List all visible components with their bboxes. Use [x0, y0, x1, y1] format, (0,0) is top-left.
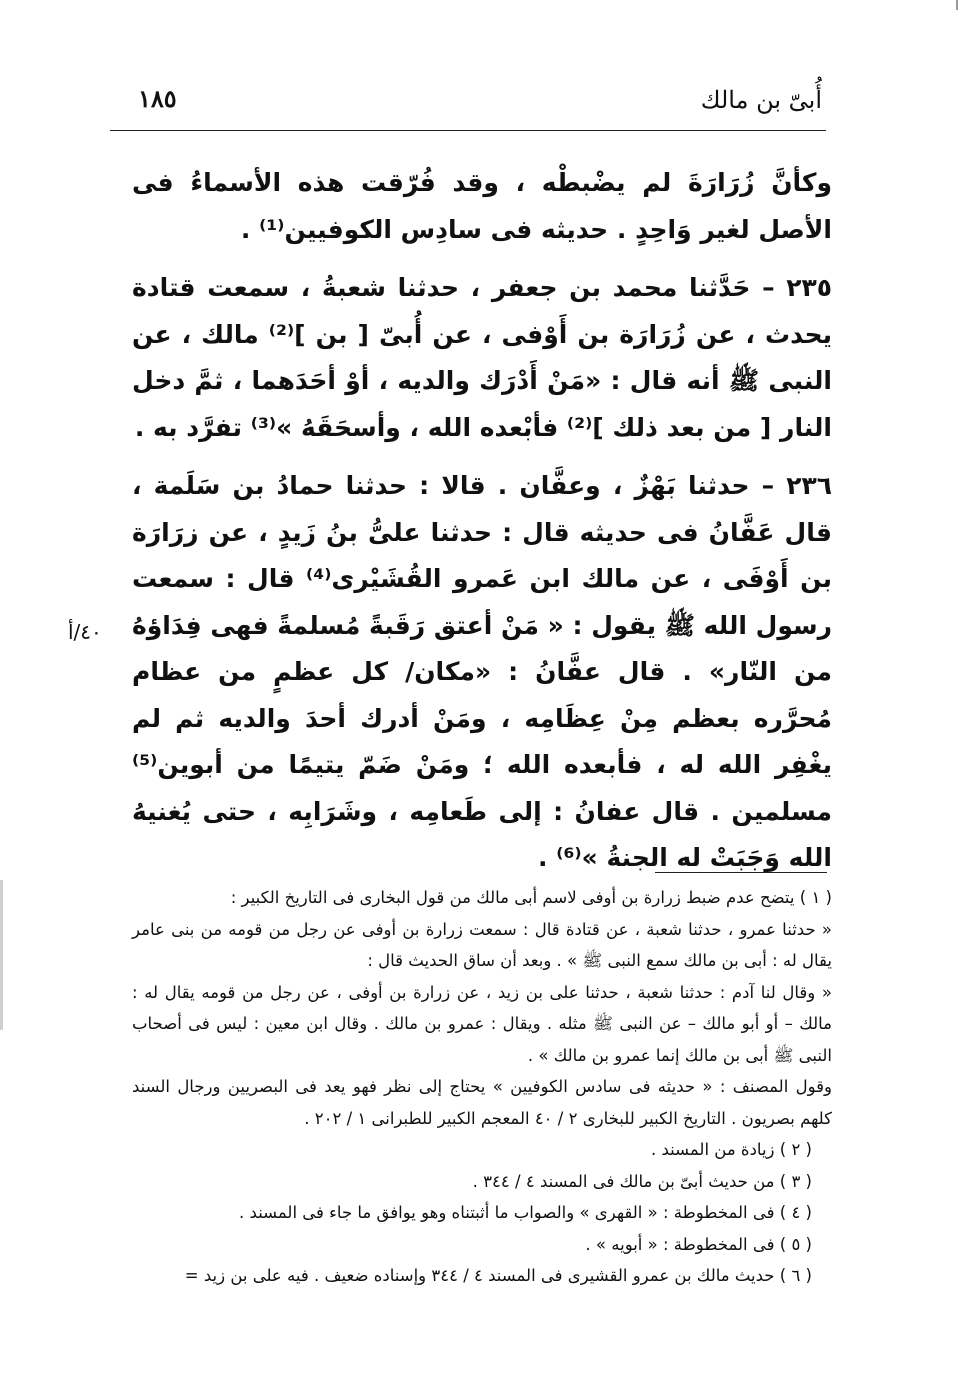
header-rule: [110, 130, 826, 131]
scan-edge-tick: [956, 0, 958, 10]
page-number: ١٨٥: [138, 84, 177, 113]
footnote-1: ( ١ ) يتضح عدم ضبط زرارة بن أوفى لاسم أبى مالك من قول البخارى فى التاريخ الكبير :: [230, 888, 832, 907]
footnote-3: ( ٣ ) من حديث أبىّ بن مالك فى المسند ٤ / ٣٤٤ .: [472, 1171, 812, 1191]
scan-edge-mark: [0, 880, 3, 1030]
footnotes: [132, 882, 832, 1292]
page-header: [110, 82, 826, 126]
paragraph-hadith-236: ٢٣٦ – حدثنا بَهْزٌ ، وعفَّان . قالا : حدثنا حمادُ بن سَلَمة ، قال عَفَّانُ فى حديثه قال : حدثنا علىُّ بنُ زَيدٍ ، عن زرَارَة بن أَوْفَى ، عن مالك ابن عَمرو القُشَيْرى⁽⁴⁾ قال : سمعت رسول الله ﷺ يقول : « مَنْ أعتق رَقَبةً مُسلمةً فهى فِدَاؤهُ من النّار» . قال عفَّانُ : «مكان/ كل عظمٍ من عظام مُحرَّره بعظم مِنْ عِظَامِه ، ومَنْ أدرك أحدَ والديه ثم لم يغْفِر الله له ، فأبعده الله ؛ ومَنْ ضَمّ يتيمًا من أبوين⁽⁵⁾ مسلمين . قال عفانُ : إلى طَعامِه ، وشَرَابِه ، حتى يُغنيهُ الله وَجَبَتْ له الجنةُ »⁽⁶⁾ .: [132, 471, 832, 872]
running-title: أُبىّ بن مالك: [700, 86, 822, 114]
footnote-1-quote-1: « حدثنا عمرو ، حدثنا شعبة ، عن قتادة قال : سمعت زرارة بن أوفى عن رجل من قومه من بنى عامر يقال له : أبى بن مالك سمع النبى ﷺ » . وبعد أن ساق الحديث قال :: [132, 919, 832, 970]
footnote-rule: [655, 872, 827, 873]
footnote-5: ( ٥ ) فى المخطوطة : « أبويه » .: [585, 1234, 812, 1254]
footnote-1-commentary: وقول المصنف : « حديثه فى سادس الكوفيين » يحتاج إلى نظر فهو يعد فى البصريين ورجال السند كلهم بصريون . التاريخ الكبير للبخارى ٢ / ٤٠ المعجم الكبير للطبرانى ١ / ٢٠٢ .: [132, 1077, 832, 1128]
footnote-6: ( ٦ ) حديث مالك بن عمرو القشيرى فى المسند ٤ / ٣٤٤ وإسناده ضعيف . فيه على بن زيد =: [184, 1266, 812, 1285]
margin-folio-note: ٤٠/أ: [68, 620, 102, 644]
paragraph-hadith-235: ٢٣٥ – حَدَّثنا محمد بن جعفر ، حدثنا شعبةُ ، سمعت قتادة يحدث ، عن زُرَارَة بن أَوْفى ، عن أُبىّ [ بن ]⁽²⁾ مالك ، عن النبى ﷺ أنه قال : «مَنْ أَدْرَك والديه ، أوْ أحَدَهما ، ثمَّ دخل النار [ من بعد ذلك ]⁽²⁾ فأبْعده الله ، وأسحَقَهُ »⁽³⁾ تفرَّد به .: [132, 273, 833, 442]
paragraph-intro: وكأنَّ زُرَارَةَ لم يضْبطْه ، وقد فُرّقت هذه الأسماءُ فى الأصل لغير وَاحِدٍ . حديثه فى سادِس الكوفيين⁽¹⁾ .: [132, 168, 832, 244]
footnote-4: ( ٤ ) فى المخطوطة : « القهرى » والصواب ما أثبتناه وهو يوافق ما جاء فى المسند .: [239, 1203, 812, 1222]
footnote-2: ( ٢ ) زيادة من المسند .: [651, 1140, 812, 1159]
main-text: [132, 160, 832, 894]
footnote-1-quote-2: « وقال لنا آدم : حدثنا شعبة ، حدثنا على بن زيد ، عن زرارة بن أوفى ، عن رجل من قومه يقال له : مالك – أو أبو مالك – عن النبى ﷺ مثله . ويقال : عمرو بن مالك . وقال ابن معين : ليس فى أصحاب النبى ﷺ أبى بن مالك إنما عمرو بن مالك » .: [132, 982, 832, 1065]
